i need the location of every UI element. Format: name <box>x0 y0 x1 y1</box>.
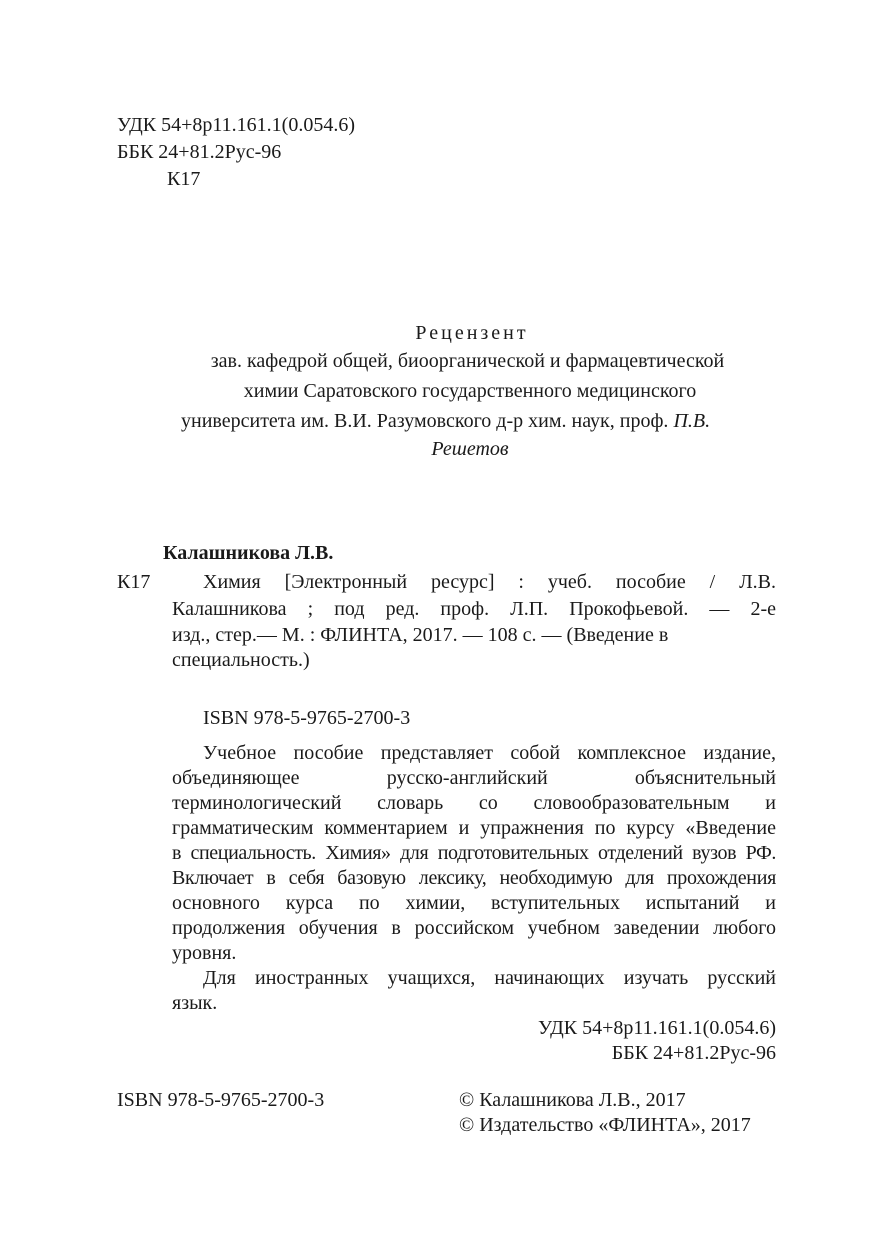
record-mark: К17 <box>117 571 151 593</box>
annotation-line: основного курса по химии, вступительных испытаний и <box>172 892 776 914</box>
annotation-line: продолжения обучения в российском учебном заведении любого <box>172 917 776 939</box>
author-mark: К17 <box>167 168 201 190</box>
record-author: Калашникова Л.В. <box>163 542 334 564</box>
annotation-line: в специальность. Химия» для подготовительных отделений вузов РФ. <box>172 842 776 864</box>
reviewer-name-cont <box>0 437 875 461</box>
reviewer-heading: Рецензент <box>415 322 529 344</box>
record-isbn: ISBN 978-5-9765-2700-3 <box>203 707 411 729</box>
record-line: Химия [Электронный ресурс] : учеб. пособие / Л.В. <box>203 571 776 593</box>
reviewer-line: зав. кафедрой общей, биоорганической и фармацевтической <box>210 350 725 372</box>
bbk-code: ББК 24+81.2Рус-96 <box>117 141 282 163</box>
annotation-line: Включает в себя базовую лексику, необходимую для прохождения <box>172 867 776 889</box>
reviewer-line <box>181 409 710 433</box>
annotation-bbk: ББК 24+81.2Рус-96 <box>611 1042 776 1064</box>
reviewer-line: химии Саратовского государственного медицинского <box>243 380 697 402</box>
annotation-line: Учебное пособие представляет собой комплексное издание, <box>203 742 776 764</box>
reviewer-name: П.В. <box>673 410 711 432</box>
reviewer-affiliation: университета им. В.И. Разумовского д-р хим. наук, проф. <box>181 410 669 432</box>
annotation-udk: УДК 54+8р11.161.1(0.054.6) <box>538 1017 776 1039</box>
annotation-line: терминологический словарь со словообразовательным и <box>172 792 776 814</box>
annotation-line: Для иностранных учащихся, начинающих изучать русский <box>203 967 776 989</box>
copyright-publisher: © Издательство «ФЛИНТА», 2017 <box>459 1114 751 1136</box>
annotation-line: уровня. <box>172 942 237 964</box>
record-line: специальность.) <box>172 649 310 671</box>
annotation-line: грамматическим комментарием и упражнения по курсу «Введение <box>172 817 776 839</box>
annotation-line: объединяющее русско-английский объяснительный <box>172 767 776 789</box>
record-line: Калашникова ; под ред. проф. Л.П. Прокофьевой. — 2-е <box>172 598 776 620</box>
record-line: изд., стер.— М. : ФЛИНТА, 2017. — 108 с. — (Введение в <box>172 624 669 646</box>
copyright-author: © Калашникова Л.В., 2017 <box>459 1089 686 1111</box>
footer-isbn: ISBN 978-5-9765-2700-3 <box>117 1089 325 1111</box>
annotation-line: язык. <box>172 992 218 1014</box>
reviewer-surname: Решетов <box>431 438 509 460</box>
udk-code: УДК 54+8р11.161.1(0.054.6) <box>117 114 355 136</box>
